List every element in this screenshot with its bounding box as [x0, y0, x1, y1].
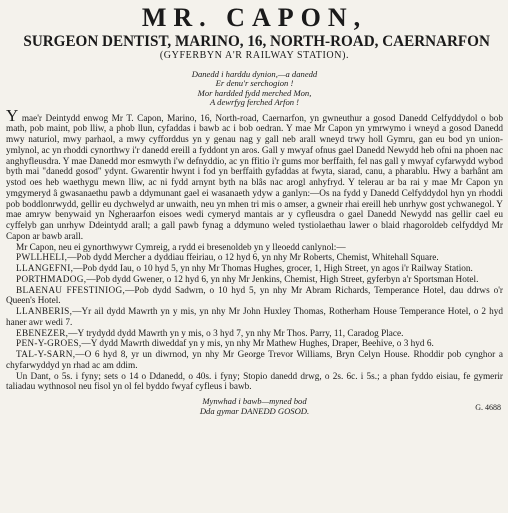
- intro-paragraph: [6, 105, 504, 243]
- verse-line: A dewrfyg ferched Arfon !: [209, 97, 300, 108]
- location-details: —Pob dydd Sadwrn, o 10 hyd 5, yn nhy Mr Abram Richards, Temperance Hotel, dau ddrws o'r Queen's Hotel.: [6, 285, 504, 307]
- location-details: —Y dydd Mawrth diweddaf yn y mis, yn nhy Mr Mathew Hughes, Draper, Beehive, o 3 hyd 6.: [81, 339, 434, 350]
- location-details: —Pob dydd Iau, o 10 hyd 5, yn nhy Mr Thomas Hughes, grocer, 1, High Street, yn agos i'r Railway Station.: [73, 264, 473, 275]
- verse-line: Er denu'r serchogion !: [215, 78, 294, 89]
- intro-body: mae'r Deintydd enwog Mr T. Capon, Marino, 16, North-road, Caernarfon, yn gwneuthur a gosod Danedd Celfyddydol o bob math, pob maint, pob lliw, a phob llun, cyfaddas i bawb ac i bob oedran. Y mae Mr Capon yn ymrwymo i wneyd a gosod Danedd mwy naturiol, mwy parhaol, a mwy cyfforddus yn y genau nag y gall neb arall wneyd trwy holl Gymru, gan eu bod yn union-ymlynol, ac yn rhoddi cynorthwy i'r danedd ereill a fyddont yn aros. Gall y mwyaf ofnus gael Danedd Newydd heb ofni na phoen nac anghyfleusdra. Y mae Danedd mor esmwyth i'w defnyddio, ac yn ffitio i'r gums mor berffaith, fel nas gall y mwyaf cyfarwydd wybod byth mai "danedd gosod" ydynt. Gwarentir hwynt i fod yn berffaith gyfaddas at fwyta, siarad, canu, a pharablu. Hwy a barhânt am ystod oes heb waethygu mewn lliw, ac ni fydd arnynt byth na blâs nac arogl anhyfryd. Y telerau ar ba rai y mae Mr Capon yn ymgymeryd â gwasanaethu pawb a ddymunant gael ei wasanaeth ydyw a ganlyn:—Os na fydd y Danedd Celfyddydol hyn yn rhoddi pob boddlonrwydd, gellir eu dychwelyd ar unwaith, neu yn mhen tri mis o amser, a gwneir rhai ereill heb unrhyw gost ychwanegol. Y mae amryw benywaid yn Ngheraarfon eisoes wedi cymeryd mantais ar y cyfleusdra o gael Danedd Newydd nas gellir cael eu cyffelyb gan unrhyw Ddeintydd arall; a gall pawb fynag a ddymuno weled tystiolaethau lawer o blaid rhagoroldeb celfyddyd Mr Capon ar bawb arall.: [6, 113, 504, 242]
- verse-line: Danedd i harddu dynion,—a danedd: [191, 69, 318, 79]
- location-details: —Pob dydd Mercher a dyddiau ffeiriau, o 12 hyd 6, yn nhy Mr Roberts, Chemist, Whitehall Square.: [67, 253, 439, 264]
- location-entry: [6, 286, 503, 308]
- verse-line: Mor hardded fydd merched Mon,: [197, 87, 312, 98]
- location-details: —O 6 hyd 8, yr un diwrnod, yn nhy Mr George Trevor Williams, Bryn Celyn House. Rhoddir pob cynghor a chyfarwyddyd yn rhad ac am ddim.: [6, 350, 503, 371]
- location-details: —Y trydydd dydd Mawrth yn y mis, o 3 hyd 7, yn nhy Mr Thos. Parry, 11, Caradog Place.: [68, 328, 404, 339]
- station-note: (GYFERBYN A'R RAILWAY STATION).: [159, 50, 350, 61]
- location-town: PWLLHELI,: [16, 253, 68, 264]
- location-entry: [6, 275, 503, 286]
- closing-line: Mynwhad i bawb—myned bod: [202, 396, 307, 407]
- location-entry: [6, 350, 503, 372]
- location-town: BLAENAU FFESTINIOG,: [16, 285, 126, 296]
- advert-subtitle: SURGEON DENTIST, MARINO, 16, NORTH-ROAD, CAERNARFON: [23, 31, 490, 50]
- location-entry: [6, 339, 503, 350]
- location-entry: [6, 307, 503, 329]
- location-entry: [6, 253, 503, 264]
- welsh-verse: [6, 70, 503, 108]
- location-town: PEN-Y-GROES,: [16, 339, 82, 350]
- prices-paragraph: Un Dant, o 5s. i fyny; sets o 14 o Ddanedd, o 40s. i fyny; Stopio danedd drwg, o 2s. 6c. i 5s.; a phan fyddo eisiau, fe gymerir taliadau wythnosol neu fisol yn ol fel byddo fwyaf cyfleus i bawb.: [6, 371, 503, 393]
- closing-couplet: [6, 397, 503, 416]
- advert-reference: G. 4688: [475, 403, 501, 413]
- location-entry: [6, 329, 503, 340]
- location-town: LLANBERIS,: [16, 307, 73, 318]
- advert-footer: [6, 397, 503, 421]
- location-entry: [6, 264, 503, 275]
- note-paragraph: Mr Capon, neu ei gynorthwywr Cymreig, a rydd ei bresenoldeb yn y lleoedd canlynol:—: [16, 242, 346, 253]
- drop-cap: Y: [6, 105, 19, 125]
- location-details: —Yr ail dydd Mawrth yn y mis, yn nhy Mr John Huxley Thomas, Rotherham House Temperance Hotel, o 2 hyd haner awr wedi 7.: [6, 307, 503, 328]
- closing-line: Dda gymar DANEDD GOSOD.: [199, 405, 310, 416]
- location-town: EBENEZER,: [16, 328, 69, 339]
- advert-title: MR. CAPON,: [141, 3, 368, 32]
- location-town: LLANGEFNI,: [16, 264, 74, 275]
- location-town: TAL-Y-SARN,: [16, 350, 76, 361]
- location-town: PORTHMADOG,: [16, 274, 87, 285]
- location-details: —Pob dydd Gwener, o 12 hyd 6, yn nhy Mr Jenkins, Chemist, High Street, gyferbyn a'r Sportsman Hotel.: [86, 274, 479, 285]
